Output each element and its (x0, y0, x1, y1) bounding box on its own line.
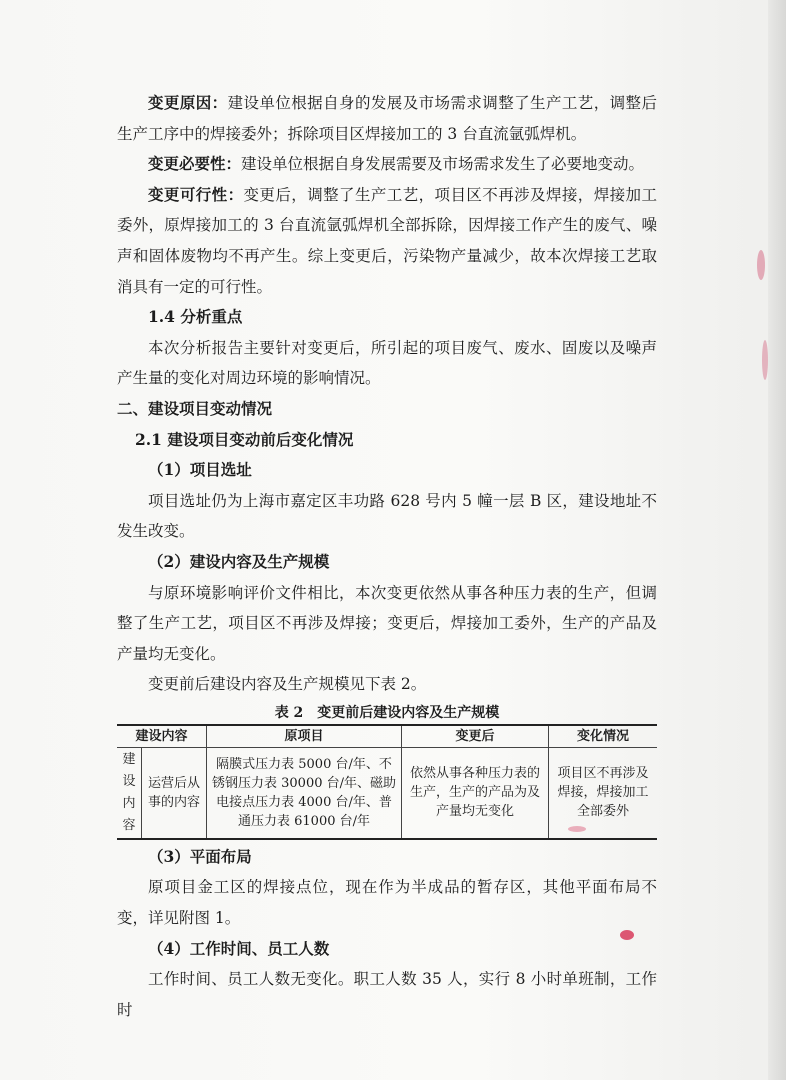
section-1-4-heading: 1.4 分析重点 (148, 307, 243, 327)
section-1-4-text: 本次分析报告主要针对变更后，所引起的项目废气、废水、固废以及噪声产生量的变化对周边环境的影响情况。 (117, 338, 657, 388)
layout-text: 原项目金工区的焊接点位，现在作为半成品的暂存区，其他平面布局不变，详见附图 1。 (117, 878, 657, 928)
change-reason-label: 变更原因： (148, 93, 228, 112)
section-2-heading: 二、建设项目变动情况 (117, 398, 273, 418)
red-stamp-mark (620, 930, 634, 940)
site-text: 项目选址仍为上海市嘉定区丰功路 628 号内 5 幢一层 B 区，建设地址不发生改变。 (117, 491, 657, 541)
table-header-cell: 变化情况 (549, 725, 658, 748)
section-2-1-heading: 2.1 建设项目变动前后变化情况 (135, 429, 354, 449)
change-reason-text: 建设单位根据自身的发展及市场需求调整了生产工艺，调整后生产工序中的焊接委外；拆除项目区焊接加工的 3 台直流氩弧焊机。 (117, 94, 657, 143)
scale-heading: （2）建设内容及生产规模 (148, 551, 330, 571)
layout-heading: （3）平面布局 (148, 846, 252, 866)
table-header-cell: 原项目 (207, 725, 402, 748)
site-heading: （1）项目选址 (148, 460, 252, 480)
table-header-cell: 变更后 (402, 725, 549, 748)
page-edge (768, 0, 786, 1080)
table-2-caption: 表 2 变更前后建设内容及生产规模 (274, 704, 500, 721)
table-cell-change: 项目区不再涉及焊接，焊接加工全部委外 (549, 747, 658, 839)
red-stamp-mark (568, 826, 586, 832)
table-2 (117, 724, 657, 840)
red-stamp-mark (762, 340, 768, 380)
work-heading: （4）工作时间、员工人数 (148, 938, 330, 958)
scale-text-1: 与原环境影响评价文件相比，本次变更依然从事各种压力表的生产，但调整了生产工艺，项目区不再涉及焊接；变更后，焊接加工委外，生产的产品及产量均无变化。 (117, 583, 657, 663)
red-stamp-mark (757, 250, 765, 280)
change-feasibility-paragraph (117, 180, 657, 302)
table-cell-group: 建设内容 (117, 747, 142, 839)
table-cell-item: 运营后从事的内容 (142, 747, 207, 839)
document-body (117, 88, 657, 1025)
change-reason-paragraph (117, 88, 657, 149)
table-header-cell: 建设内容 (117, 725, 207, 748)
scale-text-2: 变更前后建设内容及生产规模见下表 2。 (148, 675, 427, 694)
change-necessity-label: 变更必要性： (148, 154, 242, 174)
table-cell-after: 依然从事各种压力表的生产，生产的产品为及产量均无变化 (402, 747, 549, 839)
work-text: 工作时间、员工人数无变化。职工人数 35 人，实行 8 小时单班制，工作时 (117, 970, 657, 1019)
change-necessity-paragraph (117, 149, 657, 180)
table-cell-original: 隔膜式压力表 5000 台/年、不锈钢压力表 30000 台/年、磁助电接点压力表 4000 台/年、普通压力表 61000 台/年 (207, 747, 402, 839)
change-feasibility-label: 变更可行性： (148, 184, 244, 204)
table-header-row (117, 725, 657, 748)
change-feasibility-text: 变更后，调整了生产工艺，项目区不再涉及焊接，焊接加工委外，原焊接加工的 3 台直流氩弧焊机全部拆除，因焊接工作产生的废气、噪声和固体废物均不再产生。综上变更后，污染物产量减少，故本次焊接工艺取消具有一定的可行性。 (117, 185, 657, 296)
change-necessity-text: 建设单位根据自身发展需要及市场需求发生了必要地变动。 (241, 155, 645, 174)
